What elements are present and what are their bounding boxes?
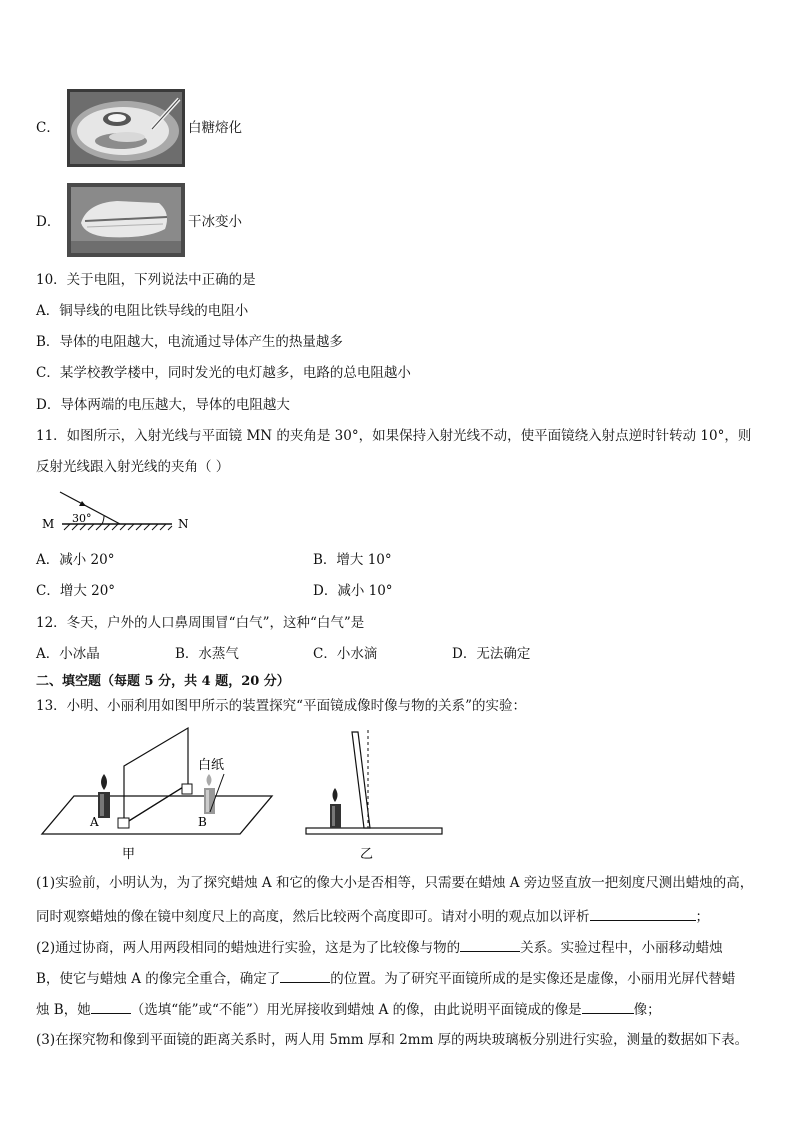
label-candle-b: B	[198, 815, 207, 829]
q13-part2-text-c: B，使它与蜡烛 A 的像完全重合，确定了	[36, 971, 281, 987]
mirror-label-n: N	[178, 517, 189, 531]
q13-part2-line3	[36, 999, 661, 1019]
dry-ice-photo	[67, 183, 185, 261]
section-title: 二、填空题（每题 5 分，共 4 题，20 分）	[36, 674, 290, 689]
q13-part1-text: 同时观察蜡烛的像在镜中刻度尺上的高度，然后比较两个高度即可。请对小明的观点加以评析	[36, 909, 590, 925]
q11-option-b: B．增大 10°	[313, 552, 392, 568]
q13-part2-text-g: 像；	[633, 1002, 661, 1018]
q10-stem: 10．关于电阻，下列说法中正确的是	[36, 272, 256, 288]
q11-option-c: C．增大 20°	[36, 583, 116, 599]
q13-part1-line2	[36, 906, 709, 926]
q11-stem-line1: 11．如图所示，入射光线与平面镜 MN 的夹角是 30°，如果保持入射光线不动，使平面镜绕入射点逆时针转动 10°，则	[36, 428, 752, 444]
answer-blank-5[interactable]	[582, 999, 634, 1014]
apparatus-figure-jia	[38, 724, 278, 868]
label-white-paper: 白纸	[198, 758, 225, 773]
q11-option-d: D．减小 10°	[313, 583, 393, 599]
q9-option-c-letter: C．	[36, 120, 60, 136]
q13-part1-end: ；	[695, 909, 709, 925]
q12-option-b: B．水蒸气	[175, 646, 239, 662]
q13-part2-text-a: (2)通过协商，两人用两段相同的蜡烛进行实验，这是为了比较像与物的	[36, 940, 461, 956]
q10-option-d: D．导体两端的电压越大，导体的电阻越大	[36, 397, 290, 413]
q12-option-c: C．小水滴	[313, 646, 378, 662]
apparatus-figure-yi	[302, 724, 452, 868]
answer-blank-2[interactable]	[460, 937, 520, 952]
q12-stem: 12．冬天，户外的人口鼻周围冒“白气”，这种“白气”是	[36, 615, 365, 631]
q9-option-c-caption: 白糖熔化	[188, 120, 242, 136]
q13-part1-line1: (1)实验前，小明认为，为了探究蜡烛 A 和它的像大小是否相等，只需要在蜡烛 A 旁边竖直放一把刻度尺测出蜡烛的高，	[36, 875, 754, 891]
q13-part2-text-b: 关系。实验过程中，小丽移动蜡烛	[520, 940, 723, 956]
q13-part2-text-f: （选填“能”或“不能”）用光屏接收到蜡烛 A 的像，由此说明平面镜成的像是	[130, 1002, 582, 1018]
label-candle-a: A	[90, 815, 99, 829]
q10-option-c: C．某学校教学楼中，同时发光的电灯越多，电路的总电阻越小	[36, 365, 411, 381]
q13-part2-text-d: 的位置。为了研究平面镜所成的是实像还是虚像，小丽用光屏代替蜡	[330, 971, 736, 987]
answer-blank-1[interactable]	[590, 906, 696, 921]
q9-option-d-letter: D．	[36, 214, 61, 230]
answer-blank-4[interactable]	[91, 999, 131, 1014]
q12-option-d: D．无法确定	[452, 646, 531, 662]
q13-part2-text-e: 烛 B，她	[36, 1002, 91, 1018]
q11-stem-line2: 反射光线跟入射光线的夹角（ ）	[36, 459, 230, 475]
q13-part2-line1	[36, 937, 723, 957]
q10-option-a: A．铜导线的电阻比铁导线的电阻小	[36, 303, 249, 319]
label-yi: 乙	[360, 847, 374, 862]
q10-option-b: B．导体的电阻越大，电流通过导体产生的热量越多	[36, 334, 343, 350]
q12-option-a: A．小冰晶	[36, 646, 100, 662]
q13-part2-line2	[36, 968, 735, 988]
label-jia: 甲	[122, 847, 136, 862]
q11-option-a: A．减小 20°	[36, 552, 115, 568]
mirror-label-m: M	[42, 517, 55, 531]
mirror-diagram	[36, 486, 196, 540]
q9-option-d-caption: 干冰变小	[188, 214, 242, 230]
q13-part3: (3)在探究物和像到平面镜的距离关系时，两人用 5mm 厚和 2mm 厚的两块玻璃板分别进行实验，测量的数据如下表。	[36, 1032, 749, 1048]
melting-sugar-photo	[67, 89, 185, 171]
answer-blank-3[interactable]	[280, 968, 330, 983]
q13-stem: 13．小明、小丽利用如图甲所示的装置探究“平面镜成像时像与物的关系”的实验：	[36, 698, 526, 714]
mirror-angle-label: 30°	[72, 512, 92, 525]
